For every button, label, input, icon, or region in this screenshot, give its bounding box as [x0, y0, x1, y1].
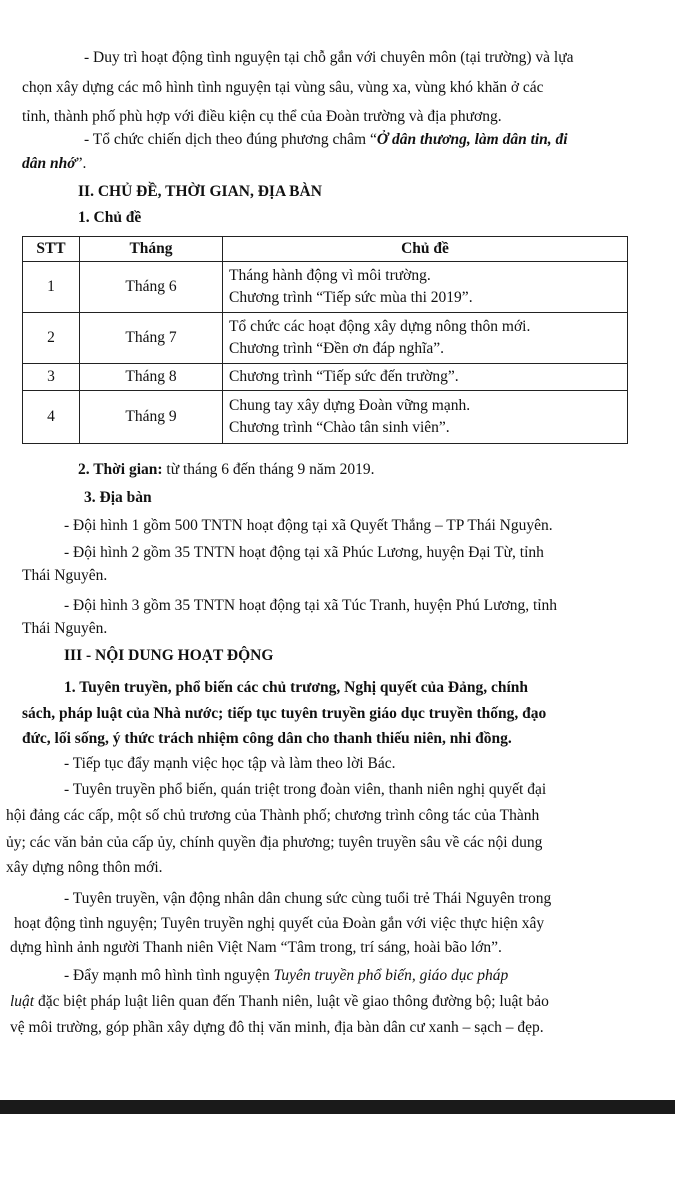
section-2-heading: II. CHỦ ĐỀ, THỜI GIAN, ĐỊA BÀN [78, 183, 322, 200]
row-month: Tháng 9 [80, 391, 223, 444]
intro-paragraph-1-line-3: tỉnh, thành phố phù hợp với điều kiện cụ thể của Đoàn trường và địa phương. [22, 108, 502, 125]
topic-line: Chương trình “Tiếp sức mùa thi 2019”. [229, 289, 473, 306]
motto-text-part-2: dân nhớ [22, 155, 76, 172]
section-3-sub-1-line-2: sách, pháp luật của Nhà nước; tiếp tục tuyên truyền giáo dục truyền thống, đạo [22, 705, 547, 722]
bullet-2-line-1: - Tuyên truyền phổ biến, quán triệt trong đoàn viên, thanh niên nghị quyết đại [64, 781, 547, 798]
row-month: Tháng 7 [80, 313, 223, 364]
section-3-sub-1-line-3: đức, lối sống, ý thức trách nhiệm công dân cho thanh thiếu niên, nhi đồng. [22, 730, 512, 747]
page-bottom-edge [0, 1100, 675, 1114]
section-2-sub-heading-topics: 1. Chủ đề [78, 209, 142, 226]
bullet-3-line-2: hoạt động tình nguyện; Tuyên truyền nghị quyết của Đoàn gắn với việc thực hiện xây [14, 915, 545, 932]
bullet-2-line-3: ủy; các văn bản của cấp ủy, chính quyền địa phương; tuyên truyền sâu về các nội dung [6, 834, 543, 851]
row-month: Tháng 8 [80, 364, 223, 391]
header-month: Tháng [80, 237, 223, 262]
intro-paragraph-1-line-2: chọn xây dựng các mô hình tình nguyện tại vùng sâu, vùng xa, vùng khó khăn ở các [22, 79, 544, 96]
row-topics [223, 391, 628, 444]
intro-paragraph-1-line-1: - Duy trì hoạt động tình nguyện tại chỗ gắn với chuyên môn (tại trường) và lựa [84, 49, 574, 66]
bullet-2-line-2: hội đảng các cấp, một số chủ trương của Thành phố; chương trình công tác của Thành [6, 807, 540, 824]
motto-text-part-1: Ở dân thương, làm dân tin, đi [376, 131, 568, 148]
topic-line: Tháng hành động vì môi trường. [229, 267, 431, 284]
section-3-sub-1-line-1: 1. Tuyên truyền, phổ biến các chủ trương, Nghị quyết của Đảng, chính [64, 679, 529, 696]
topic-line: Chương trình “Đền ơn đáp nghĩa”. [229, 340, 445, 357]
blank-area [0, 1114, 675, 1200]
bullet-4-italic-part-2: luật [10, 993, 35, 1010]
bullet-3-line-1: - Tuyên truyền, vận động nhân dân chung sức cùng tuổi trẻ Thái Nguyên trong [64, 890, 552, 907]
time-line [78, 460, 375, 480]
area-heading: 3. Địa bàn [84, 489, 152, 506]
table-row [23, 391, 628, 444]
bullet-1: - Tiếp tục đẩy mạnh việc học tập và làm theo lời Bác. [64, 755, 396, 772]
topic-line: Chương trình “Chào tân sinh viên”. [229, 419, 450, 436]
table-row [23, 262, 628, 313]
row-topics [223, 262, 628, 313]
row-stt: 4 [23, 391, 80, 444]
section-3-heading: III - NỘI DUNG HOẠT ĐỘNG [64, 647, 274, 664]
bullet-4-line-1 [64, 966, 508, 986]
row-topics [223, 364, 628, 391]
row-topics [223, 313, 628, 364]
topic-line: Chương trình “Tiếp sức đến trường”. [229, 368, 459, 385]
header-stt: STT [23, 237, 80, 262]
bullet-2-line-4: xây dựng nông thôn mới. [6, 859, 163, 876]
area-team-2-line-1: - Đội hình 2 gồm 35 TNTN hoạt động tại xã Phúc Lương, huyện Đại Từ, tỉnh [64, 544, 544, 561]
table-header-row [23, 237, 628, 262]
row-month: Tháng 6 [80, 262, 223, 313]
topics-table [22, 236, 628, 444]
bullet-4-line-2 [10, 992, 549, 1012]
bullet-4-italic-part-1: Tuyên truyền phổ biến, giáo dục pháp [273, 967, 509, 984]
area-team-3-line-1: - Đội hình 3 gồm 35 TNTN hoạt động tại xã Túc Tranh, huyện Phú Lương, tỉnh [64, 597, 558, 614]
area-team-3-line-2: Thái Nguyên. [22, 620, 108, 637]
bullet-3-line-3: dựng hình ảnh người Thanh niên Việt Nam “Tâm trong, trí sáng, hoài bão lớn”. [10, 939, 502, 956]
header-topic: Chủ đề [223, 237, 628, 262]
motto-suffix: ”. [75, 155, 87, 172]
bullet-4-rest: đặc biệt pháp luật liên quan đến Thanh niên, luật về giao thông đường bộ; luật bảo [34, 993, 549, 1010]
row-stt: 1 [23, 262, 80, 313]
topic-line: Chung tay xây dựng Đoàn vững mạnh. [229, 397, 471, 414]
intro-paragraph-2-line-1 [84, 130, 568, 150]
area-team-1: - Đội hình 1 gồm 500 TNTN hoạt động tại xã Quyết Thắng – TP Thái Nguyên. [64, 517, 553, 534]
table-row [23, 313, 628, 364]
motto-prefix: - Tổ chức chiến dịch theo đúng phương châm “ [84, 131, 377, 148]
topic-line: Tổ chức các hoạt động xây dựng nông thôn mới. [229, 318, 531, 335]
bullet-4-prefix: - Đẩy mạnh mô hình tình nguyện [64, 967, 274, 984]
time-label: 2. Thời gian: [78, 461, 163, 478]
bullet-4-line-3: vệ môi trường, góp phần xây dựng đô thị văn minh, địa bàn dân cư xanh – sạch – đẹp. [10, 1019, 544, 1036]
intro-paragraph-2-line-2 [22, 154, 86, 174]
area-team-2-line-2: Thái Nguyên. [22, 567, 108, 584]
row-stt: 3 [23, 364, 80, 391]
table-row [23, 364, 628, 391]
time-value: từ tháng 6 đến tháng 9 năm 2019. [162, 461, 375, 478]
row-stt: 2 [23, 313, 80, 364]
